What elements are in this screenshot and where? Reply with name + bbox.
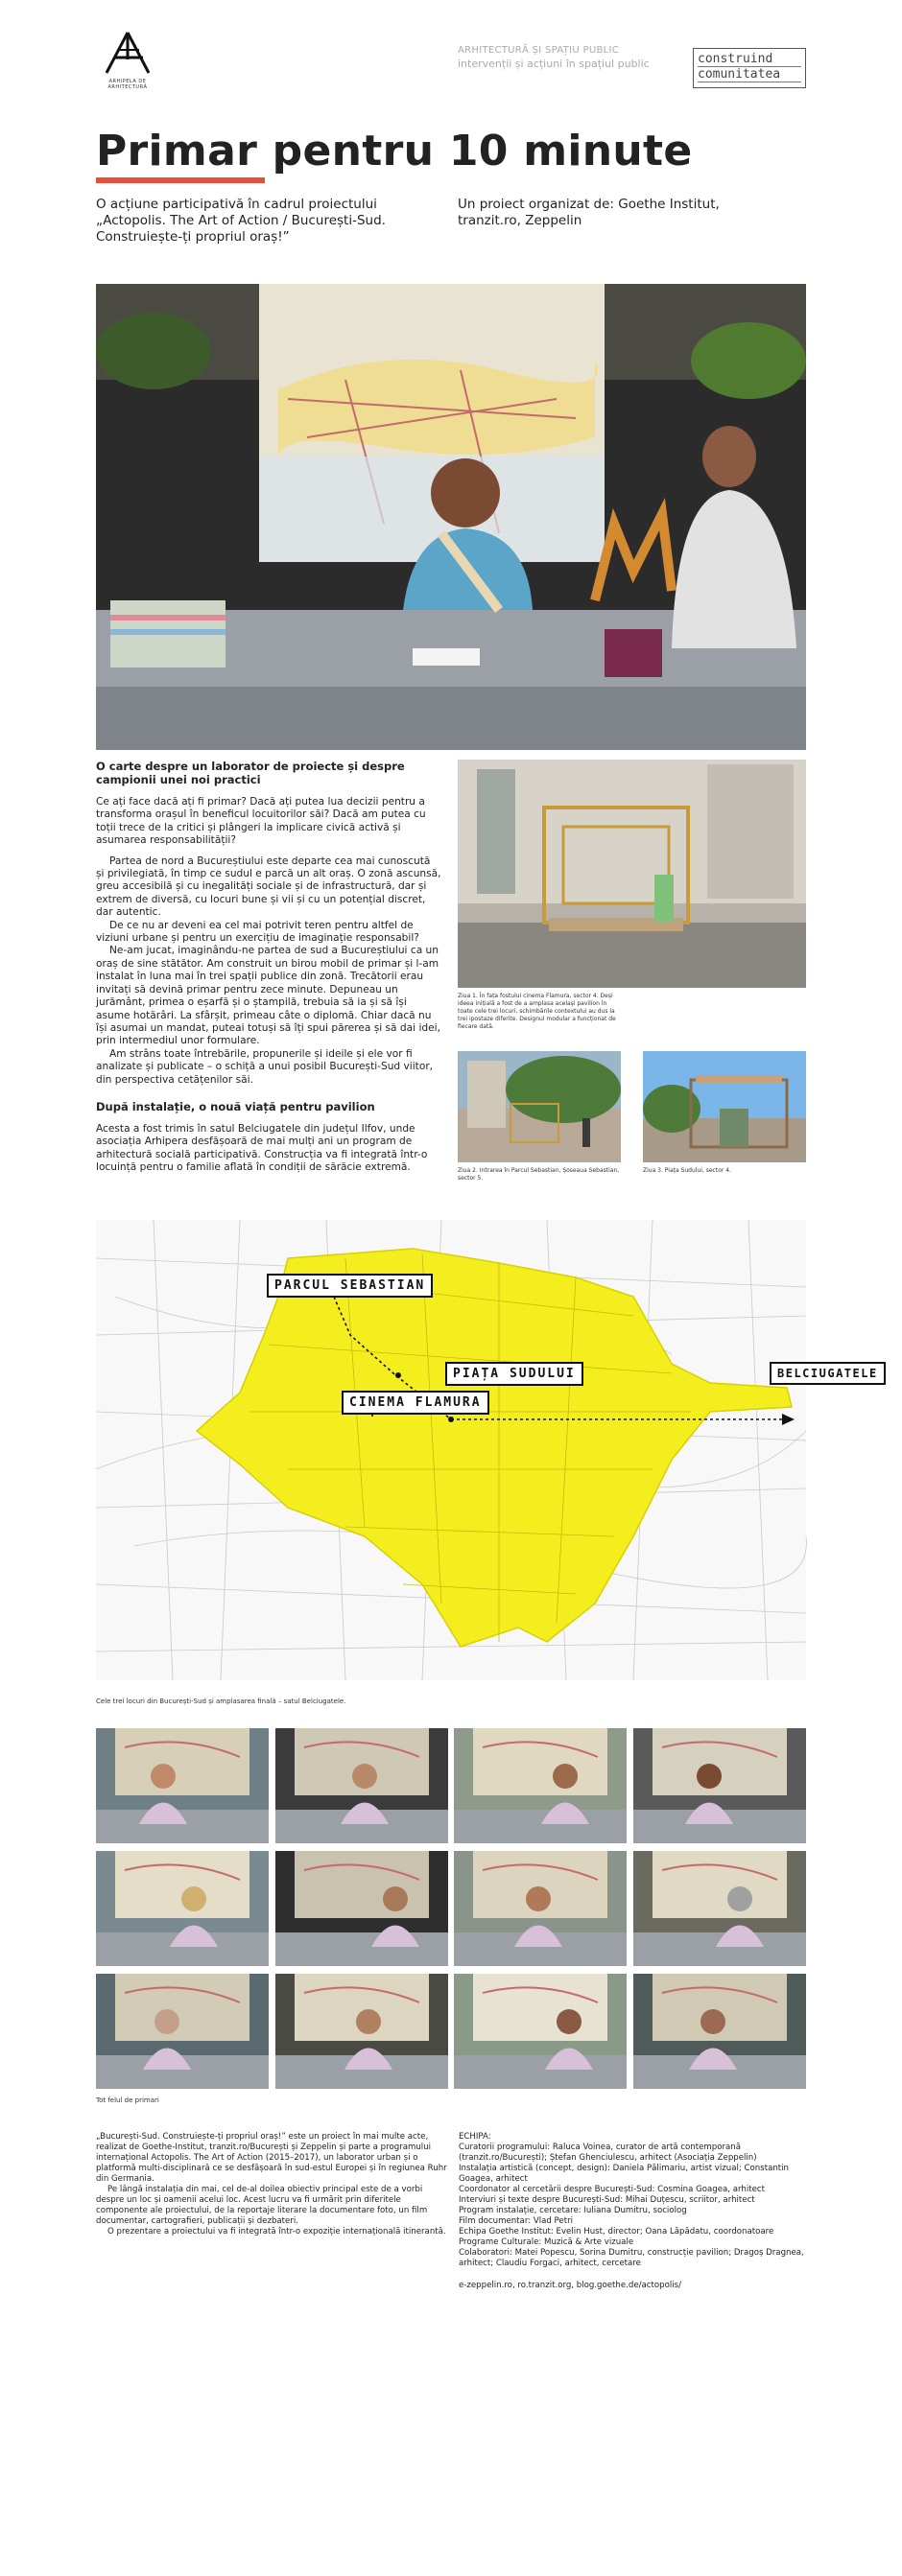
brand-line-2: comunitatea: [698, 67, 801, 82]
article-paragraph: Acesta a fost trimis în satul Belciugatele din județul Ilfov, unde asociația Arhipera desfășoară de mai mulți ani un program de arhitectură socială participativă. Construcția va fi integrată într-o locuință pentru o familie aflată în condiții de sărăcie extremă.: [96, 1122, 428, 1174]
mayor-photo: [275, 1974, 448, 2089]
project-description: [96, 2132, 453, 2237]
team-line: Instalația artistică (concept, design): Daniela Pălimariu, artist vizual; Constantin Goagea, arhitect: [459, 2164, 789, 2184]
footer-paragraph: Pe lângă instalația din mai, cel de-al doilea obiectiv principal este de a vorbi despre un loc și oamenii acelui loc. Acest lucru va fi urmărit prin diferitele componente ale proiectului, de la reportaje literare la documentare foto, un film documentar, cartografieri, publicații și dezbateri.: [96, 2185, 428, 2226]
article-heading-2: După instalație, o nouă viață pentru pavilion: [96, 1099, 375, 1113]
mayor-photo: [454, 1851, 627, 1966]
team-line: Programe Culturale: Muzică & Arte vizuale: [459, 2237, 634, 2247]
photo-piata-sudului: [643, 1051, 806, 1162]
map-drawing: [96, 1220, 806, 1680]
mayor-photo: [96, 1974, 269, 2089]
series-line-2: intervenții și acțiuni în spațiul public: [458, 58, 650, 70]
team-line: Interviuri și texte despre București-Sud: Mihai Duțescu, scriitor, arhitect: [459, 2195, 755, 2205]
mayor-photo: [633, 1851, 806, 1966]
intro-text: O acțiune participativă în cadrul proiectului „Actopolis. The Art of Action / București-Sud. Construiește-ți propriul oraș!”: [96, 197, 386, 245]
team-line: Film documentar: Vlad Petri: [459, 2216, 574, 2226]
hero-photo: [96, 284, 806, 750]
article-paragraph: Ne-am jucat, imaginându-ne partea de sud a Bucureștiului ca un oraș de sine stătător. Am construit un birou mobil de primar și l-am instalat în luna mai în trei spații publice din zonă. Trecătorii erau invitați să devină primar pentru zece minute. Depuneau un jurământ, primea o eșarfă și o ștampilă, trebuia să ia și să își asume hotărâri. La sfârșit, primeau câte o diplomă. Chiar dacă nu își asumai un mandat, puteai totuși să îți spui părerea și să dai idei, prin intermediul unor formulare.: [96, 945, 440, 1047]
bucharest-south-map: [96, 1220, 878, 1680]
footer-paragraph: „București-Sud. Construiește-ți propriul oraș!” este un proiect în mai multe acte, realizat de Goethe-Institut, tranzit.ro/București și Zeppelin și parte a programului internațional Actopolis. The Art of Action (2015–2017), un laborator urban și o platformă multi-disciplinară ce se desfășoară în sud-estul Europei și în regiunea Ruhr din Germania.: [96, 2132, 447, 2184]
organizers-text: Un proiect organizat de: Goethe Institut, tranzit.ro, Zeppelin: [458, 197, 720, 228]
caption-day-3: Ziua 3. Piața Sudului, sector 4.: [643, 1167, 731, 1174]
team-credits: [459, 2132, 806, 2291]
mayor-photo: [96, 1851, 269, 1966]
article-paragraph: Partea de nord a Bucureștiului este departe cea mai cunoscută și privilegiată, în timp ce sudul e parcă un alt oraș. O zonă ascunsă, greu accesibilă și cu inegalități sociale și de infrastructură, dar și extrem de diversă, cu locuri bune și vii și cu un potențial discret, dar autentic.: [96, 855, 441, 919]
map-label-parcul-sebastian: PARCUL SEBASTIAN: [267, 1274, 433, 1298]
title-underline: [96, 177, 265, 183]
team-line: Coordonator al cercetării despre București-Sud: Cosmina Goagea, arhitect: [459, 2185, 765, 2194]
brand-line-1: construind: [698, 52, 801, 67]
article-body: [96, 760, 441, 1175]
project-links: e-zeppelin.ro, ro.tranzit.org, blog.goethe.de/actopolis/: [459, 2281, 681, 2290]
team-line: ECHIPA:: [459, 2132, 491, 2142]
map-caption: Cele trei locuri din București-Sud și amplasarea finală – satul Belciugatele.: [96, 1698, 346, 1705]
caption-day-2: Ziua 2. Intrarea în Parcul Sebastian, Șoseaua Sebastian, sector 5.: [458, 1167, 620, 1182]
construind-comunitatea-logo: [693, 48, 806, 88]
article-paragraph: De ce nu ar deveni ea cel mai potrivit teren pentru altfel de viziuni urbane și pentru un exercițiu de imaginație responsabil?: [96, 919, 419, 945]
series-header: [458, 44, 650, 71]
mayor-photo: [633, 1974, 806, 2089]
arhipera-logo: [94, 31, 161, 88]
footer-paragraph: O prezentare a proiectului va fi integrată într-o expoziție internațională itinerantă.: [107, 2227, 446, 2236]
article-heading-1: O carte despre un laborator de proiecte și despre campionii unei noi practici: [96, 760, 405, 786]
mayor-photo: [454, 1728, 627, 1843]
article-paragraph: Ce ați face dacă ați fi primar? Dacă ați putea lua decizii pentru a transforma orașul în beneficul locuitorilor săi? Dacă am putea cu toții trece de la critici și plângeri la implicare civică activă și asumarea responsabilității?: [96, 796, 426, 847]
team-line: Colaboratori: Matei Popescu, Sorina Dumitru, construcție pavilion; Dragoș Dragnea, arhitect; Claudiu Forgaci, arhitect, cercetare: [459, 2248, 804, 2268]
logo-mark-icon: [101, 31, 154, 77]
mayor-photo: [96, 1728, 269, 1843]
caption-day-1: Ziua 1. În fața fostului cinema Flamura, sector 4. Deși ideea inițială a fost de a amplasa același pavilion în toate cele trei locuri, schimbările contextului au dus la trei ipostaze diferite. Designul modular a funcționat de fiecare dată.: [458, 993, 616, 1030]
photo-cinema-flamura: [458, 760, 806, 988]
gallery-caption: Tot felul de primari: [96, 2096, 159, 2104]
team-line: Curatorii programului: Raluca Voinea, curator de artă contemporană (tranzit.ro/București); Ștefan Ghenciulescu, arhitect (Asociația Zeppelin): [459, 2143, 757, 2163]
series-line-1: ARHITECTURĂ ȘI SPAȚIU PUBLIC: [458, 45, 620, 56]
map-label-piata-sudului: PIAȚA SUDULUI: [445, 1362, 583, 1386]
page-title: Primar pentru 10 minute: [96, 127, 693, 176]
mayor-photo: [454, 1974, 627, 2089]
map-label-cinema-flamura: CINEMA FLAMURA: [342, 1391, 489, 1415]
team-line: Program instalație, cercetare: Iuliana Dumitru, sociolog: [459, 2206, 687, 2215]
mayor-photo: [275, 1728, 448, 1843]
logo-caption: ARHIPELA DE ARHITECTURĂ: [107, 79, 148, 90]
team-line: Echipa Goethe Institut: Evelin Hust, director; Oana Lăpădatu, coordonatoare: [459, 2227, 774, 2236]
mayor-photo: [633, 1728, 806, 1843]
photo-parcul-sebastian: [458, 1051, 621, 1162]
article-paragraph: Am strâns toate întrebările, propunerile și ideile și ele vor fi analizate și publicate – o schiță a unui posibil București-Sud viitor, din perspectiva cetățenilor săi.: [96, 1047, 434, 1086]
map-label-belciugatele: BELCIUGATELE: [770, 1362, 886, 1385]
mayor-photo: [275, 1851, 448, 1966]
